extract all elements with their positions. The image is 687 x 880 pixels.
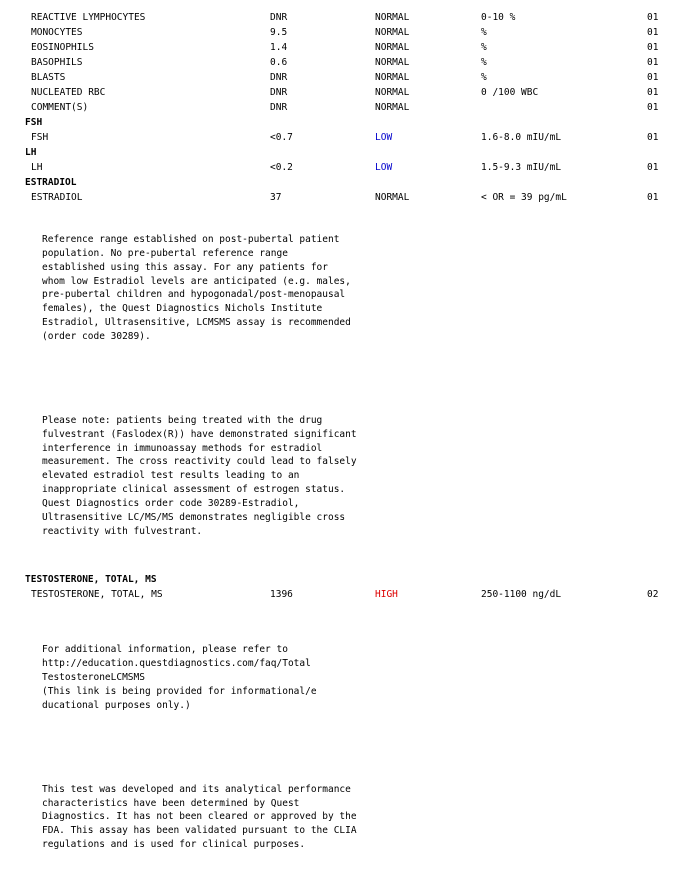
result-row-comments (0, 100, 687, 115)
test-result: 1.4 (270, 42, 288, 53)
lab-code: 02 (647, 588, 659, 600)
reference-range: < OR = 39 pg/mL (481, 192, 567, 203)
test-result: <0.2 (270, 162, 293, 173)
testosterone-notes (42, 616, 422, 880)
reference-range: % (481, 42, 487, 53)
result-row-eosinophils (0, 40, 687, 55)
test-flag-high: HIGH (375, 588, 398, 600)
lab-code: 01 (647, 27, 659, 38)
section-header-testosterone: TESTOSTERONE, TOTAL, MS (25, 573, 157, 585)
test-name: BLASTS (31, 72, 66, 83)
reference-range: % (481, 27, 487, 38)
lab-code: 01 (647, 192, 659, 203)
test-flag: NORMAL (375, 27, 410, 38)
test-flag-low: LOW (375, 162, 393, 173)
estradiol-notes (42, 205, 422, 567)
section-header-estradiol: ESTRADIOL (25, 177, 77, 188)
result-row-monocytes (0, 25, 687, 40)
reference-range: 1.5-9.3 mIU/mL (481, 162, 562, 173)
result-row-fsh (0, 130, 687, 145)
test-flag: NORMAL (375, 42, 410, 53)
test-name: BASOPHILS (31, 57, 83, 68)
result-row-lh (0, 160, 687, 175)
test-name: ESTRADIOL (31, 192, 83, 203)
lab-code: 01 (647, 42, 659, 53)
test-name: FSH (31, 132, 49, 143)
test-flag: NORMAL (375, 12, 410, 23)
section-header-lh: LH (25, 147, 37, 158)
result-row-blasts (0, 70, 687, 85)
test-name: EOSINOPHILS (31, 42, 94, 53)
reference-range: % (481, 57, 487, 68)
estradiol-fulvestrant-note: Please note: patients being treated with the drug fulvestrant (Faslodex(R)) have demonstrated significant interference in immunoassay methods for estradiol measurement. The cross reactivity could lead to falsely elevated estradiol test results leading to an inappropriate clinical assessment of estrogen status. Quest Diagnostics order code 30289-Estradiol, Ultrasensitive LC/MS/MS demonstrates negligible cross reactivity with fulvestrant. (42, 414, 357, 537)
lab-report (0, 10, 687, 880)
lab-code: 01 (647, 102, 659, 113)
test-result: DNR (270, 87, 288, 98)
test-result: 37 (270, 192, 282, 203)
test-flag-low: LOW (375, 132, 393, 143)
result-row-reactive-lymphocytes (0, 10, 687, 25)
test-name: LH (31, 162, 43, 173)
test-flag: NORMAL (375, 102, 410, 113)
test-result: DNR (270, 72, 288, 83)
lab-code: 01 (647, 87, 659, 98)
reference-range: 250-1100 ng/dL (481, 588, 562, 600)
test-result: 1396 (270, 588, 293, 600)
testosterone-validation-note: This test was developed and its analytical performance characteristics have been determined by Quest Diagnostics. It has not been cleared or approved by the FDA. This assay has been validated pursuant to the CLIA regulations and is used for clinical purposes. (42, 783, 357, 851)
reference-range: 0-10 % (481, 12, 516, 23)
test-name: COMMENT(S) (31, 102, 89, 113)
test-flag: NORMAL (375, 57, 410, 68)
reference-range: 0 /100 WBC (481, 87, 539, 98)
section-header-fsh: FSH (25, 117, 43, 128)
test-flag: NORMAL (375, 192, 410, 203)
reference-range: 1.6-8.0 mIU/mL (481, 132, 562, 143)
result-row-testosterone (0, 587, 687, 602)
lab-code: 01 (647, 162, 659, 173)
test-name: TESTOSTERONE, TOTAL, MS (31, 588, 163, 600)
test-name: REACTIVE LYMPHOCYTES (31, 12, 146, 23)
test-flag: NORMAL (375, 72, 410, 83)
test-result: DNR (270, 12, 288, 23)
lab-code: 01 (647, 132, 659, 143)
test-name: MONOCYTES (31, 27, 83, 38)
lab-code: 01 (647, 72, 659, 83)
testosterone-info-note: For additional information, please refer to http://education.questdiagnostics.com/faq/Total TestosteroneLCMSMS (This link is being provided for informational/e ducational purposes only.) (42, 644, 317, 712)
test-result: <0.7 (270, 132, 293, 143)
test-result: 9.5 (270, 27, 288, 38)
test-name: NUCLEATED RBC (31, 87, 106, 98)
result-row-basophils (0, 55, 687, 70)
test-result: 0.6 (270, 57, 288, 68)
lab-code: 01 (647, 12, 659, 23)
test-result: DNR (270, 102, 288, 113)
reference-range: % (481, 72, 487, 83)
lab-code: 01 (647, 57, 659, 68)
result-row-estradiol (0, 190, 687, 205)
test-flag: NORMAL (375, 87, 410, 98)
estradiol-reference-note: Reference range established on post-pubertal patient population. No pre-pubertal reference range established using this assay. For any patients for whom low Estradiol levels are anticipated (e.g. males, pre-pubertal children and hypogonadal/post-menopausal females), the Quest Diagnostics Nichols Institute Estradiol, Ultrasensitive, LCMSMS assay is recommended (order code 30289). (42, 233, 351, 343)
result-row-nucleated-rbc (0, 85, 687, 100)
